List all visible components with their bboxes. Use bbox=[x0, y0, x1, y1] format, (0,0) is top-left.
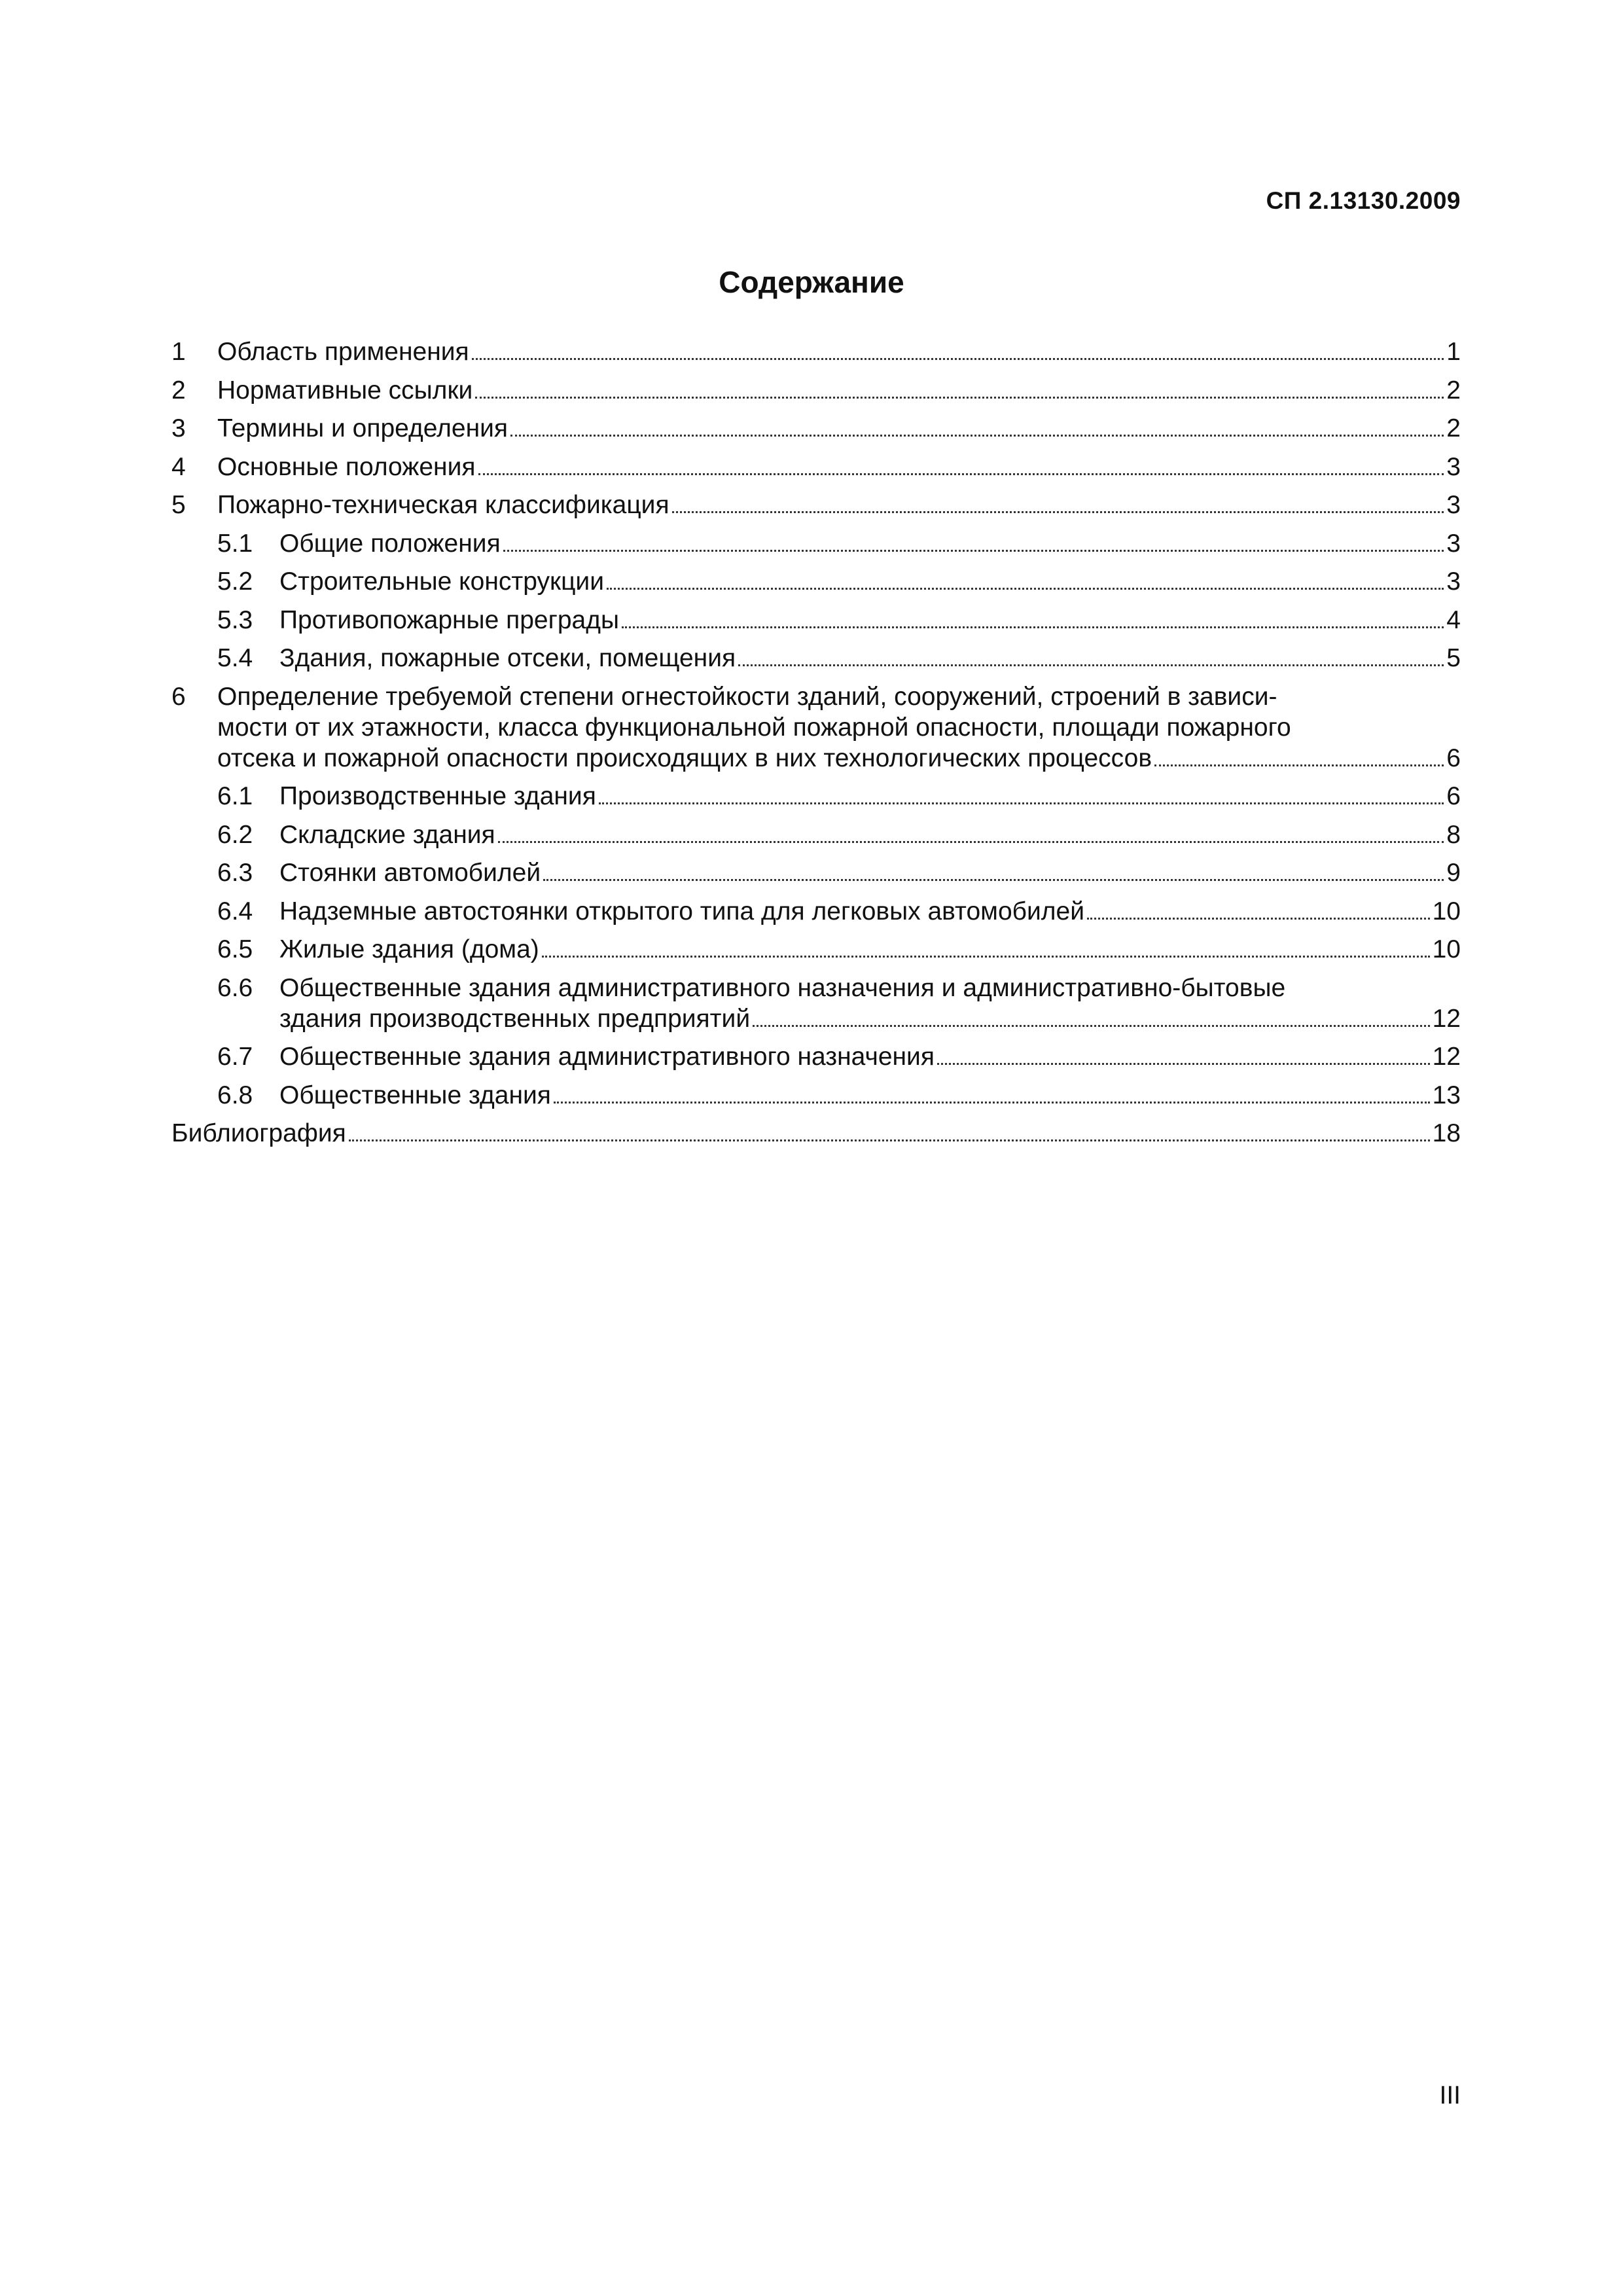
toc-entry-title: Библиография bbox=[171, 1119, 346, 1147]
dot-leader bbox=[554, 1102, 1430, 1103]
toc-entry[interactable] bbox=[171, 1041, 1461, 1072]
toc-entry-title: Основные положения bbox=[217, 452, 476, 481]
toc-entry[interactable] bbox=[171, 336, 1461, 367]
toc-entry[interactable] bbox=[171, 1118, 1461, 1149]
toc-entry-page: 4 bbox=[1446, 605, 1461, 634]
toc-entry[interactable] bbox=[171, 528, 1461, 559]
dot-leader bbox=[599, 802, 1444, 804]
dot-leader bbox=[607, 588, 1444, 590]
toc-entry-title: Противопожарные преграды bbox=[279, 605, 619, 634]
toc-entry-title: Здания, пожарные отсеки, помещения bbox=[279, 644, 736, 672]
toc-entry[interactable] bbox=[171, 490, 1461, 520]
toc-entry[interactable] bbox=[171, 781, 1461, 812]
document-code: СП 2.13130.2009 bbox=[1266, 187, 1461, 214]
toc-entry-title: Жилые здания (дома) bbox=[279, 935, 539, 963]
toc-entry-title: Складские здания bbox=[279, 820, 495, 849]
toc-entry[interactable] bbox=[171, 819, 1461, 850]
toc-entry-page: 10 bbox=[1432, 935, 1461, 963]
toc-entry-page: 3 bbox=[1446, 529, 1461, 558]
toc-entry-number: 5.4 bbox=[217, 644, 253, 672]
dot-leader bbox=[622, 626, 1444, 628]
dot-leader bbox=[753, 1025, 1430, 1027]
toc-entry-page: 3 bbox=[1446, 491, 1461, 519]
toc-entry-page: 12 bbox=[1432, 1043, 1461, 1071]
toc-entry-number: 6.6 bbox=[217, 973, 253, 1002]
toc-entry-page: 5 bbox=[1446, 644, 1461, 672]
toc-entry-page: 8 bbox=[1446, 820, 1461, 849]
toc-entry-number: 5.2 bbox=[217, 567, 253, 596]
dot-leader bbox=[937, 1063, 1430, 1065]
dot-leader bbox=[498, 841, 1444, 843]
dot-leader bbox=[672, 511, 1444, 513]
toc-entry[interactable] bbox=[171, 452, 1461, 482]
toc-entry-title: Производственные здания bbox=[279, 782, 596, 810]
toc-entry-page: 9 bbox=[1446, 859, 1461, 887]
toc-entry-title: Термины и определения bbox=[217, 414, 508, 442]
toc-entry-number: 6 bbox=[171, 682, 186, 711]
dot-leader bbox=[738, 664, 1444, 666]
toc-entry-number: 3 bbox=[171, 414, 186, 442]
dot-leader bbox=[1087, 918, 1430, 920]
toc-entry[interactable] bbox=[171, 1080, 1461, 1111]
toc-entry-number: 5 bbox=[171, 491, 186, 519]
dot-leader bbox=[478, 473, 1444, 475]
toc-entry[interactable] bbox=[171, 973, 1461, 1034]
toc-entry-number: 6.1 bbox=[217, 782, 253, 810]
toc-entry-title: Общие положения bbox=[279, 529, 501, 558]
toc-entry[interactable] bbox=[171, 375, 1461, 406]
toc-entry-number: 6.3 bbox=[217, 859, 253, 887]
toc-entry-title-line: Общественные здания административного назначения и административно-бытовые bbox=[279, 973, 1286, 1002]
toc-entry-title: Пожарно-техническая классификация bbox=[217, 491, 669, 519]
toc-entry-page: 3 bbox=[1446, 452, 1461, 481]
page-number: III bbox=[1439, 2081, 1461, 2109]
toc-entry-title: Общественные здания административного назначения bbox=[279, 1043, 935, 1071]
dot-leader bbox=[349, 1139, 1430, 1141]
toc-entry[interactable] bbox=[171, 643, 1461, 673]
toc-entry-title-line: мости от их этажности, класса функциональной пожарной опасности, площади пожарного bbox=[217, 713, 1291, 742]
toc-entry[interactable] bbox=[171, 896, 1461, 927]
toc-entry[interactable] bbox=[171, 681, 1461, 774]
toc-entry-number: 6.5 bbox=[217, 935, 253, 963]
toc-entry-number: 4 bbox=[171, 452, 186, 481]
toc-entry-page: 1 bbox=[1446, 338, 1461, 366]
toc-entry-title: отсека и пожарной опасности происходящих в них технологических процессов bbox=[217, 744, 1152, 772]
toc-title: Содержание bbox=[719, 265, 904, 299]
toc-entry-title: Общественные здания bbox=[279, 1081, 551, 1109]
toc-entry-title: Стоянки автомобилей bbox=[279, 859, 541, 887]
toc-entry-title: Надземные автостоянки открытого типа для легковых автомобилей bbox=[279, 897, 1084, 925]
table-of-contents bbox=[171, 336, 1461, 1157]
toc-entry-page: 6 bbox=[1446, 782, 1461, 810]
toc-entry-title: здания производственных предприятий bbox=[279, 1004, 751, 1033]
toc-entry[interactable] bbox=[171, 566, 1461, 597]
toc-entry-page: 2 bbox=[1446, 414, 1461, 442]
toc-entry-number: 5.1 bbox=[217, 529, 253, 558]
toc-entry[interactable] bbox=[171, 413, 1461, 444]
toc-entry-page: 12 bbox=[1432, 1004, 1461, 1033]
dot-leader bbox=[1154, 764, 1444, 766]
toc-entry-title: Нормативные ссылки bbox=[217, 376, 473, 404]
toc-entry-number: 5.3 bbox=[217, 605, 253, 634]
toc-entry-page: 10 bbox=[1432, 897, 1461, 925]
toc-entry-number: 1 bbox=[171, 338, 186, 366]
toc-entry-number: 6.7 bbox=[217, 1043, 253, 1071]
toc-entry-page: 13 bbox=[1432, 1081, 1461, 1109]
dot-leader bbox=[542, 956, 1430, 958]
toc-entry-number: 6.2 bbox=[217, 820, 253, 849]
dot-leader bbox=[475, 397, 1444, 399]
toc-entry[interactable] bbox=[171, 934, 1461, 965]
toc-entry-number: 6.8 bbox=[217, 1081, 253, 1109]
dot-leader bbox=[472, 358, 1444, 360]
dot-leader bbox=[543, 879, 1444, 881]
toc-entry-title-line: Определение требуемой степени огнестойкости зданий, сооружений, строений в зависи- bbox=[217, 682, 1277, 711]
dot-leader bbox=[503, 550, 1444, 552]
toc-entry-title: Строительные конструкции bbox=[279, 567, 604, 596]
dot-leader bbox=[510, 435, 1444, 437]
toc-entry[interactable] bbox=[171, 857, 1461, 888]
toc-entry-page: 3 bbox=[1446, 567, 1461, 596]
toc-entry-title: Область применения bbox=[217, 338, 469, 366]
toc-entry[interactable] bbox=[171, 605, 1461, 636]
toc-entry-number: 6.4 bbox=[217, 897, 253, 925]
toc-entry-page: 6 bbox=[1446, 744, 1461, 772]
toc-entry-number: 2 bbox=[171, 376, 186, 404]
toc-entry-page: 2 bbox=[1446, 376, 1461, 404]
toc-entry-page: 18 bbox=[1432, 1119, 1461, 1147]
